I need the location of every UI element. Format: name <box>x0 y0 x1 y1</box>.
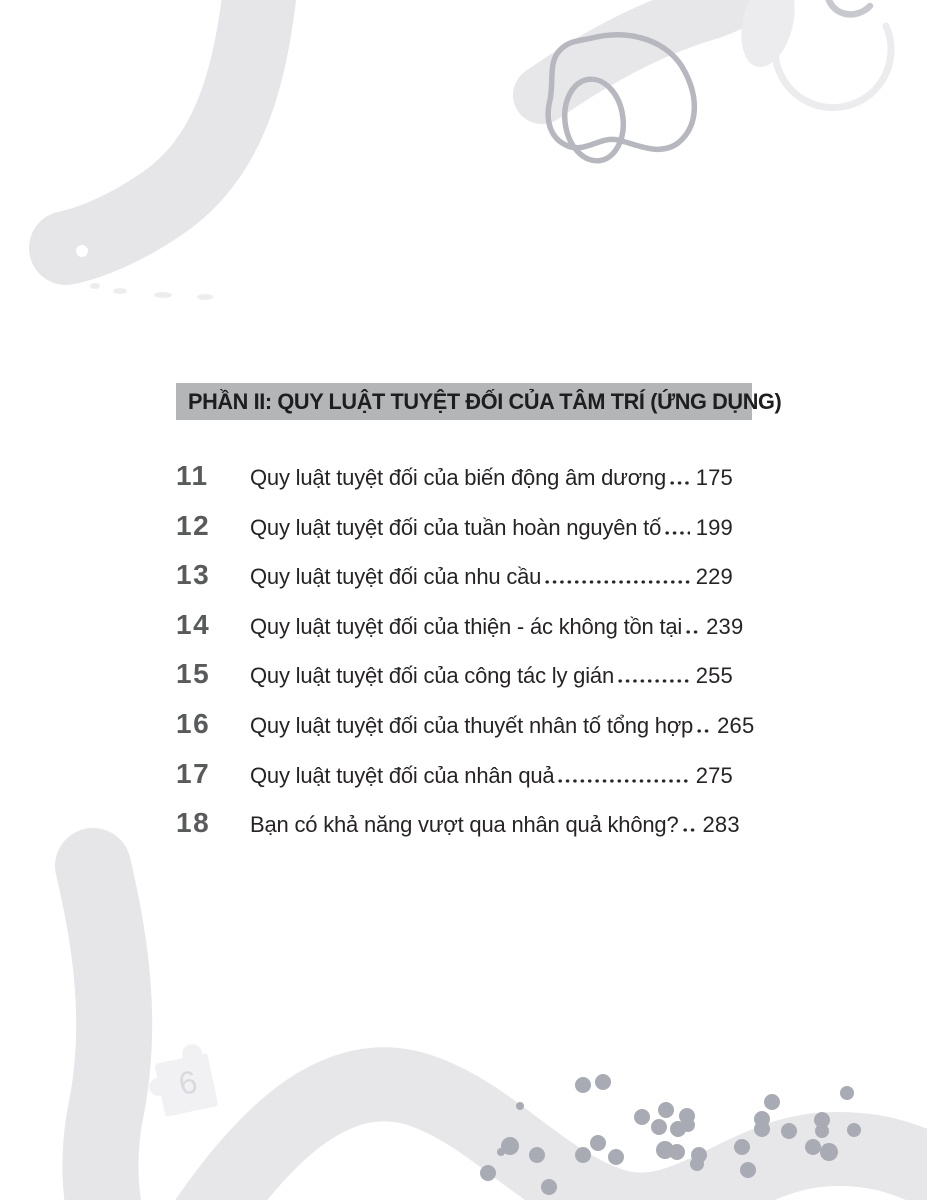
toc-row <box>176 451 733 501</box>
chapter-number: 14 <box>176 608 211 640</box>
chapter-title: Quy luật tuyệt đối của biến động âm dương <box>250 465 666 490</box>
page-number: 283 <box>702 812 740 838</box>
toc-row <box>176 699 755 749</box>
chapter-number: 18 <box>176 807 211 839</box>
toc-row <box>176 550 733 600</box>
dot-leader <box>670 481 690 485</box>
chapter-title: Quy luật tuyệt đối của công tác ly gián <box>250 663 614 689</box>
chapter-number: 12 <box>176 509 211 541</box>
chapter-title: Quy luật tuyệt đối của tuần hoàn nguyên tố <box>250 514 662 540</box>
toc-row <box>176 501 733 551</box>
puzzle-number: 6 <box>175 1063 201 1103</box>
page-number: 199 <box>695 514 733 540</box>
dot-leader <box>545 580 689 584</box>
dot-leader <box>697 729 711 733</box>
toc-row <box>176 749 733 799</box>
chapter-number: 15 <box>176 658 211 690</box>
dot-leader <box>683 828 697 832</box>
page-number: 229 <box>695 564 733 590</box>
dot-leader <box>665 531 690 535</box>
page-number: 255 <box>695 663 733 689</box>
toc-row <box>176 649 733 699</box>
page-number: 265 <box>717 712 755 738</box>
page-number: 275 <box>695 762 733 788</box>
dot-leader <box>686 630 700 634</box>
chapter-title: Quy luật tuyệt đối của thiện - ác không tồn tại <box>250 613 683 639</box>
table-of-contents <box>176 451 755 848</box>
toc-row <box>176 600 744 650</box>
section-header-bar <box>176 383 782 420</box>
chapter-title: Bạn có khả năng vượt qua nhân quả không? <box>250 812 679 838</box>
chapter-number: 13 <box>176 559 211 591</box>
page-number: 175 <box>695 465 733 490</box>
chapter-number: 17 <box>176 757 211 789</box>
dot-leader <box>558 779 689 783</box>
section-header-text: PHẦN II: QUY LUẬT TUYỆT ĐỐI CỦA TÂM TRÍ (ỨNG DỤNG) <box>188 388 782 414</box>
toc-row <box>176 798 740 848</box>
chapter-number: 11 <box>176 460 209 491</box>
chapter-title: Quy luật tuyệt đối của thuyết nhân tố tổng hợp <box>250 712 694 738</box>
dot-leader <box>618 679 690 683</box>
chapter-number: 16 <box>176 707 211 739</box>
page-number: 239 <box>706 613 744 639</box>
chapter-title: Quy luật tuyệt đối của nhân quả <box>250 762 555 788</box>
chapter-title: Quy luật tuyệt đối của nhu cầu <box>250 564 542 590</box>
